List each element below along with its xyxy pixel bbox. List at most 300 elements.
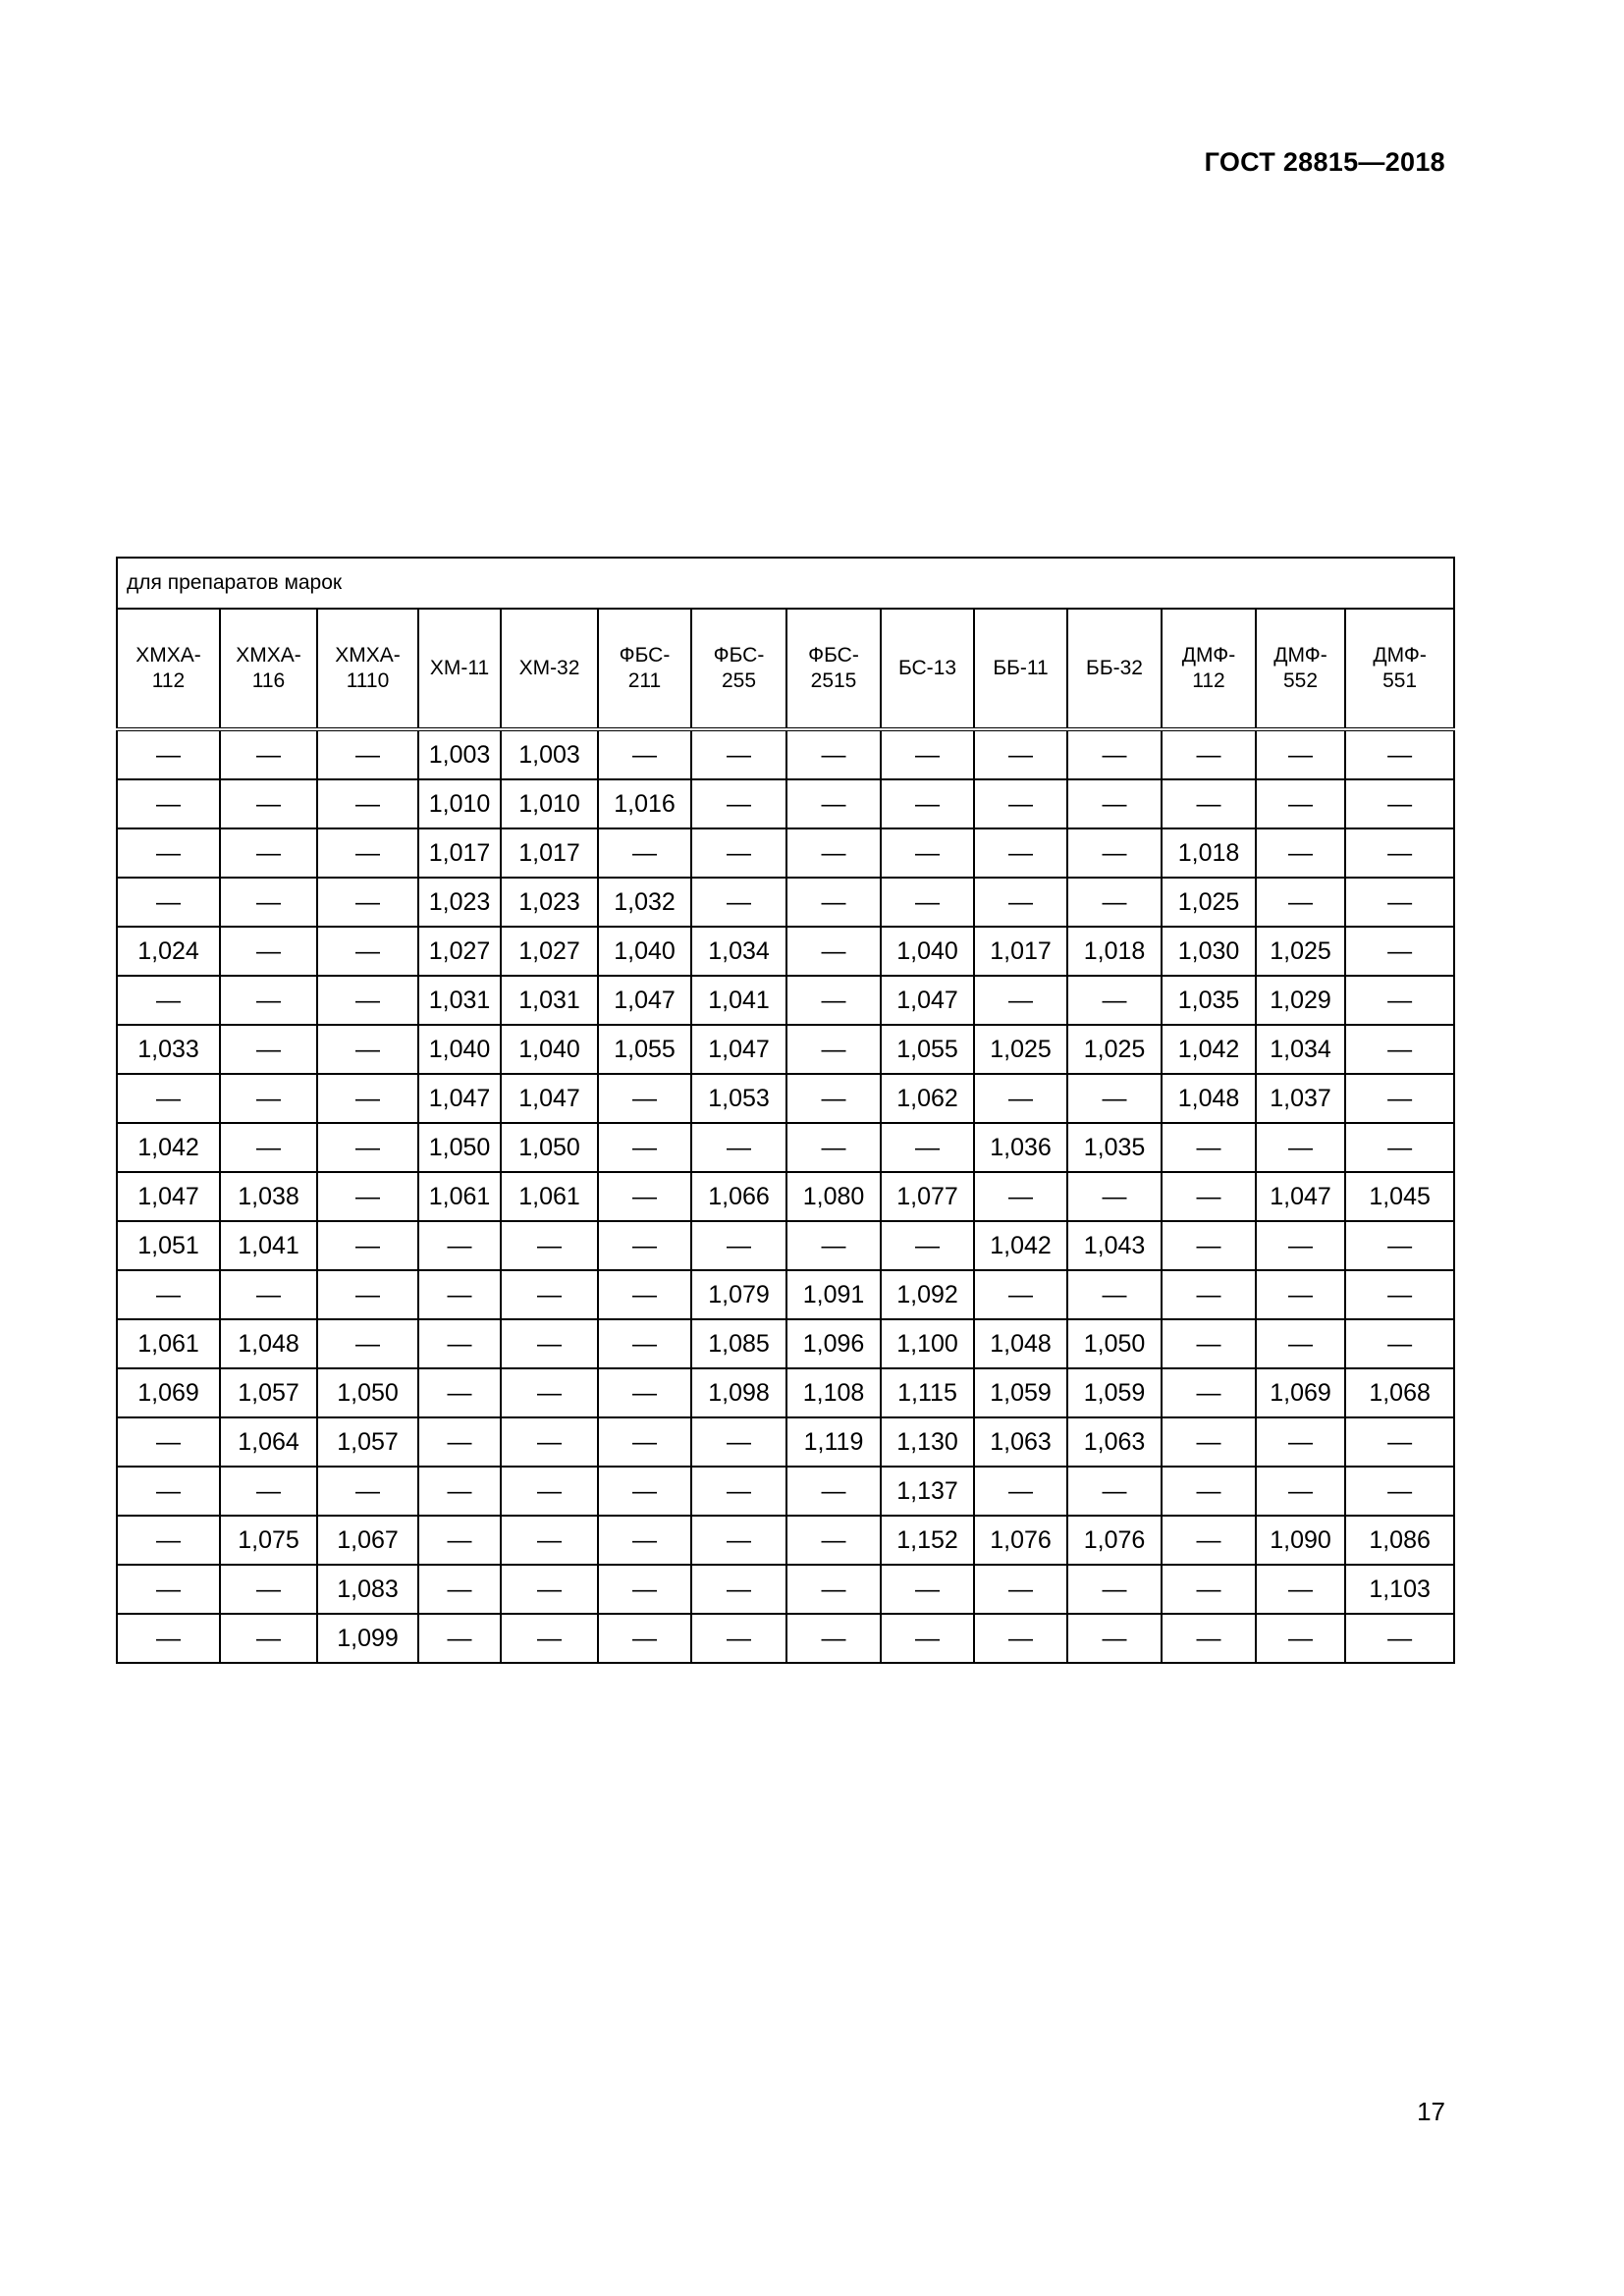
table-cell: 1,017 [974, 927, 1067, 976]
table-row [117, 1368, 1454, 1417]
table-cell: 1,108 [786, 1368, 881, 1417]
table-cell: — [598, 1221, 691, 1270]
table-cell: 1,047 [1256, 1172, 1345, 1221]
table-cell: — [691, 1467, 786, 1516]
column-header-line: ББ-32 [1086, 656, 1143, 679]
table-cell: — [1256, 729, 1345, 779]
table-row [117, 1270, 1454, 1319]
table-cell: — [1162, 1614, 1256, 1663]
table-cell: — [786, 828, 881, 878]
table-cell: 1,023 [418, 878, 501, 927]
table-cell: 1,017 [418, 828, 501, 878]
table-cell: — [317, 976, 418, 1025]
table-cell: — [1345, 1614, 1454, 1663]
column-header-line: 255 [721, 669, 757, 692]
table-cell: — [317, 1467, 418, 1516]
table-cell: 1,040 [598, 927, 691, 976]
table-cell: 1,067 [317, 1516, 418, 1565]
table-cell: — [786, 878, 881, 927]
table-cell: — [1256, 1417, 1345, 1467]
column-header-line: ХМХА- [236, 643, 301, 667]
table-row [117, 1172, 1454, 1221]
table-cell: — [691, 1123, 786, 1172]
table-cell: — [691, 878, 786, 927]
table-cell: — [598, 1074, 691, 1123]
table-row [117, 1467, 1454, 1516]
column-header-row [117, 609, 1454, 729]
table-cell: 1,010 [418, 779, 501, 828]
table-caption-row [117, 558, 1454, 609]
table-cell: — [598, 1614, 691, 1663]
table-cell: 1,050 [418, 1123, 501, 1172]
table-cell: 1,062 [881, 1074, 974, 1123]
table-cell: — [1067, 1467, 1162, 1516]
table-cell: — [1345, 1319, 1454, 1368]
table-cell: 1,047 [117, 1172, 220, 1221]
table-cell: — [501, 1319, 598, 1368]
table-cell: — [317, 1172, 418, 1221]
column-header [881, 609, 974, 729]
table-cell: 1,050 [501, 1123, 598, 1172]
column-header-line: ДМФ- [1273, 643, 1327, 667]
table-cell: — [1345, 927, 1454, 976]
table-cell: — [1067, 828, 1162, 878]
table-cell: 1,047 [418, 1074, 501, 1123]
table-cell: — [1162, 1270, 1256, 1319]
table-cell: — [117, 1614, 220, 1663]
table-cell: — [691, 1516, 786, 1565]
table-cell: — [1067, 878, 1162, 927]
table-cell: — [501, 1614, 598, 1663]
table-cell: — [1256, 1614, 1345, 1663]
table-row [117, 1417, 1454, 1467]
table-cell: — [974, 729, 1067, 779]
table-cell: 1,091 [786, 1270, 881, 1319]
table-cell: 1,017 [501, 828, 598, 878]
column-header-line: ХМ-11 [429, 656, 490, 679]
table-cell: — [1345, 828, 1454, 878]
table-cell: — [598, 1123, 691, 1172]
table-row [117, 1074, 1454, 1123]
table-cell: 1,037 [1256, 1074, 1345, 1123]
table-cell: — [881, 1221, 974, 1270]
table-cell: — [974, 1467, 1067, 1516]
table-cell: — [418, 1221, 501, 1270]
table-row [117, 1221, 1454, 1270]
table-cell: — [418, 1270, 501, 1319]
table-cell: 1,041 [691, 976, 786, 1025]
table-cell: 1,025 [1162, 878, 1256, 927]
table-cell: — [1256, 1467, 1345, 1516]
table-cell: — [691, 1417, 786, 1467]
table-cell: — [1345, 1123, 1454, 1172]
column-header [117, 609, 220, 729]
table-cell: — [1162, 1417, 1256, 1467]
table-row [117, 1565, 1454, 1614]
table-cell: — [881, 1614, 974, 1663]
table-cell: — [1067, 976, 1162, 1025]
table-cell: — [1256, 1123, 1345, 1172]
table-cell: — [786, 927, 881, 976]
table-cell: 1,061 [418, 1172, 501, 1221]
table-cell: 1,040 [501, 1025, 598, 1074]
table-cell: 1,047 [501, 1074, 598, 1123]
table-cell: — [786, 779, 881, 828]
table-cell: 1,099 [317, 1614, 418, 1663]
table-cell: — [974, 1074, 1067, 1123]
document-header: ГОСТ 28815—2018 [1204, 147, 1445, 177]
table-cell: — [1345, 1025, 1454, 1074]
table-cell: 1,076 [974, 1516, 1067, 1565]
table-cell: — [881, 878, 974, 927]
table-cell: — [220, 976, 317, 1025]
table-cell: — [317, 878, 418, 927]
table-cell: 1,030 [1162, 927, 1256, 976]
table-cell: 1,025 [1256, 927, 1345, 976]
table-cell: — [220, 1025, 317, 1074]
table-cell: 1,152 [881, 1516, 974, 1565]
table-cell: 1,018 [1162, 828, 1256, 878]
table-cell: 1,042 [1162, 1025, 1256, 1074]
table-cell: 1,055 [881, 1025, 974, 1074]
table-cell: — [598, 1516, 691, 1565]
table-cell: 1,003 [418, 729, 501, 779]
table-cell: — [418, 1467, 501, 1516]
table-cell: — [117, 729, 220, 779]
table-cell: — [598, 1565, 691, 1614]
table-cell: — [1067, 1172, 1162, 1221]
column-header-line: 1110 [346, 669, 390, 692]
table-cell: 1,085 [691, 1319, 786, 1368]
column-header [418, 609, 501, 729]
table-cell: — [117, 976, 220, 1025]
column-header-line: ФБС- [808, 643, 859, 667]
table-cell: 1,040 [881, 927, 974, 976]
column-header-line: 112 [151, 669, 186, 692]
table-cell: — [691, 729, 786, 779]
table-cell: — [786, 1516, 881, 1565]
table-cell: 1,066 [691, 1172, 786, 1221]
table-cell: 1,059 [974, 1368, 1067, 1417]
table-cell: — [418, 1565, 501, 1614]
table-cell: 1,098 [691, 1368, 786, 1417]
table-cell: — [598, 1172, 691, 1221]
table-cell: 1,130 [881, 1417, 974, 1467]
table-cell: — [786, 729, 881, 779]
table-cell: — [974, 828, 1067, 878]
table-cell: — [117, 828, 220, 878]
column-header-line: ФБС- [713, 643, 765, 667]
table-cell: 1,055 [598, 1025, 691, 1074]
table-caption: для препаратов марок [117, 558, 1454, 609]
column-header-line: 116 [251, 669, 286, 692]
table-cell: 1,048 [974, 1319, 1067, 1368]
density-table [116, 557, 1455, 1664]
table-cell: 1,041 [220, 1221, 317, 1270]
table-cell: — [220, 1270, 317, 1319]
table-cell: — [317, 729, 418, 779]
table-cell: 1,092 [881, 1270, 974, 1319]
table-cell: — [974, 1614, 1067, 1663]
table-cell: — [117, 1074, 220, 1123]
table-cell: — [1345, 1417, 1454, 1467]
table-cell: 1,025 [974, 1025, 1067, 1074]
table-cell: — [1345, 1467, 1454, 1516]
table-cell: 1,100 [881, 1319, 974, 1368]
table-cell: — [1345, 1074, 1454, 1123]
table-row [117, 927, 1454, 976]
table-cell: — [786, 1123, 881, 1172]
table-cell: 1,050 [1067, 1319, 1162, 1368]
column-header-line: 211 [627, 669, 662, 692]
table-cell: — [418, 1368, 501, 1417]
table-cell: — [1067, 1614, 1162, 1663]
table-cell: — [786, 976, 881, 1025]
table-cell: 1,034 [691, 927, 786, 976]
table-cell: — [1162, 1319, 1256, 1368]
table-cell: — [418, 1319, 501, 1368]
table-cell: 1,061 [117, 1319, 220, 1368]
table-cell: 1,038 [220, 1172, 317, 1221]
table-cell: — [691, 1565, 786, 1614]
table-row [117, 1123, 1454, 1172]
table-cell: — [501, 1467, 598, 1516]
table-cell: — [786, 1221, 881, 1270]
table-row [117, 1025, 1454, 1074]
column-header-line: 2515 [810, 669, 857, 692]
column-header [691, 609, 786, 729]
table-cell: — [1162, 1565, 1256, 1614]
table-cell: — [501, 1368, 598, 1417]
table-cell: — [974, 878, 1067, 927]
table-cell: — [1345, 729, 1454, 779]
table-cell: — [317, 1074, 418, 1123]
table-cell: 1,050 [317, 1368, 418, 1417]
table-row [117, 779, 1454, 828]
table-cell: 1,047 [881, 976, 974, 1025]
table-cell: 1,137 [881, 1467, 974, 1516]
table-cell: 1,115 [881, 1368, 974, 1417]
table-cell: — [501, 1516, 598, 1565]
table-row [117, 878, 1454, 927]
table-cell: — [317, 828, 418, 878]
table-cell: 1,031 [501, 976, 598, 1025]
table-cell: 1,057 [220, 1368, 317, 1417]
table-cell: 1,003 [501, 729, 598, 779]
table-cell: — [501, 1565, 598, 1614]
table-cell: 1,035 [1162, 976, 1256, 1025]
table-cell: — [220, 1467, 317, 1516]
table-cell: — [418, 1417, 501, 1467]
table-cell: — [418, 1516, 501, 1565]
column-header-line: БС-13 [897, 656, 957, 679]
table-cell: — [1256, 1565, 1345, 1614]
table-cell: — [117, 1417, 220, 1467]
table-cell: — [220, 1565, 317, 1614]
table-cell: — [501, 1221, 598, 1270]
table-cell: — [691, 1614, 786, 1663]
table-cell: — [1067, 729, 1162, 779]
column-header-line: ФБС- [619, 643, 671, 667]
table-row [117, 976, 1454, 1025]
table-cell: — [1345, 1270, 1454, 1319]
column-header [220, 609, 317, 729]
table-cell: 1,025 [1067, 1025, 1162, 1074]
table-cell: — [786, 1565, 881, 1614]
table-cell: — [881, 779, 974, 828]
table-cell: — [1162, 1516, 1256, 1565]
column-header [501, 609, 598, 729]
table-cell: — [501, 1270, 598, 1319]
table-cell: — [1256, 1270, 1345, 1319]
table-cell: 1,076 [1067, 1516, 1162, 1565]
column-header-line: ХМ-32 [518, 656, 580, 679]
table-cell: 1,063 [1067, 1417, 1162, 1467]
table-cell: — [317, 1270, 418, 1319]
table-cell: — [117, 779, 220, 828]
table-cell: 1,048 [220, 1319, 317, 1368]
table-row [117, 729, 1454, 779]
table-cell: — [1256, 878, 1345, 927]
table-cell: — [220, 1614, 317, 1663]
table-cell: 1,033 [117, 1025, 220, 1074]
table-cell: — [1345, 976, 1454, 1025]
table-cell: 1,034 [1256, 1025, 1345, 1074]
table-cell: 1,029 [1256, 976, 1345, 1025]
table-cell: 1,024 [117, 927, 220, 976]
table-cell: — [598, 729, 691, 779]
table-cell: 1,045 [1345, 1172, 1454, 1221]
table-cell: — [786, 1074, 881, 1123]
table-cell: — [786, 1467, 881, 1516]
table-cell: 1,036 [974, 1123, 1067, 1172]
table-cell: — [317, 1221, 418, 1270]
table-cell: 1,048 [1162, 1074, 1256, 1123]
table-cell: 1,032 [598, 878, 691, 927]
table-cell: — [317, 1025, 418, 1074]
table-cell: 1,083 [317, 1565, 418, 1614]
column-header [974, 609, 1067, 729]
table-cell: — [598, 1319, 691, 1368]
table-cell: — [598, 828, 691, 878]
table-cell: — [117, 1565, 220, 1614]
table-cell: — [220, 1074, 317, 1123]
table-cell: — [974, 779, 1067, 828]
table-cell: 1,053 [691, 1074, 786, 1123]
column-header-line: ДМФ- [1181, 643, 1236, 667]
table-cell: — [117, 1467, 220, 1516]
table-cell: 1,077 [881, 1172, 974, 1221]
table-cell: — [691, 1221, 786, 1270]
table-cell: — [786, 1025, 881, 1074]
table-cell: — [220, 878, 317, 927]
table-cell: 1,096 [786, 1319, 881, 1368]
column-header-line: 112 [1192, 669, 1225, 692]
table-cell: — [117, 878, 220, 927]
table-cell: 1,042 [117, 1123, 220, 1172]
table-cell: 1,090 [1256, 1516, 1345, 1565]
table-cell: 1,047 [598, 976, 691, 1025]
table-cell: — [691, 779, 786, 828]
table-cell: — [1162, 779, 1256, 828]
table-cell: 1,047 [691, 1025, 786, 1074]
table-row [117, 1614, 1454, 1663]
column-header [1256, 609, 1345, 729]
table-cell: — [501, 1417, 598, 1467]
table-cell: 1,023 [501, 878, 598, 927]
table-cell: — [881, 1123, 974, 1172]
table-cell: — [1256, 1221, 1345, 1270]
table-cell: — [1345, 779, 1454, 828]
table-cell: 1,027 [501, 927, 598, 976]
table-cell: — [786, 1614, 881, 1663]
table-cell: 1,069 [1256, 1368, 1345, 1417]
table-cell: — [881, 1565, 974, 1614]
column-header-line: ХМХА- [135, 643, 201, 667]
table-cell: 1,069 [117, 1368, 220, 1417]
table-cell: — [117, 1516, 220, 1565]
table-cell: 1,075 [220, 1516, 317, 1565]
table-cell: 1,063 [974, 1417, 1067, 1467]
table-cell: — [220, 1123, 317, 1172]
table-cell: — [1256, 779, 1345, 828]
table-cell: — [974, 1172, 1067, 1221]
table-cell: — [1256, 828, 1345, 878]
table-cell: — [1162, 729, 1256, 779]
page-number: 17 [1417, 2097, 1445, 2126]
table-cell: 1,027 [418, 927, 501, 976]
table-cell: — [974, 976, 1067, 1025]
table-cell: — [117, 1270, 220, 1319]
table-cell: — [598, 1270, 691, 1319]
table-cell: 1,010 [501, 779, 598, 828]
column-header [317, 609, 418, 729]
table-cell: — [1345, 878, 1454, 927]
table-cell: — [1162, 1172, 1256, 1221]
column-header [1162, 609, 1256, 729]
table-cell: 1,040 [418, 1025, 501, 1074]
table-cell: — [1067, 1270, 1162, 1319]
column-header-line: ДМФ- [1373, 643, 1427, 667]
table-cell: 1,103 [1345, 1565, 1454, 1614]
table-cell: — [1162, 1467, 1256, 1516]
table-cell: — [1067, 1074, 1162, 1123]
table-body [117, 729, 1454, 1663]
column-header [1345, 609, 1454, 729]
table-cell: — [418, 1614, 501, 1663]
table-cell: — [598, 1368, 691, 1417]
table-cell: — [1162, 1368, 1256, 1417]
table-cell: — [317, 1123, 418, 1172]
table-cell: 1,061 [501, 1172, 598, 1221]
table-cell: — [881, 828, 974, 878]
table-cell: 1,079 [691, 1270, 786, 1319]
table-cell: — [1067, 779, 1162, 828]
table-cell: 1,064 [220, 1417, 317, 1467]
column-header-line: 552 [1282, 669, 1319, 692]
table-cell: 1,035 [1067, 1123, 1162, 1172]
table-row [117, 1516, 1454, 1565]
table-cell: — [881, 729, 974, 779]
column-header-line: 551 [1382, 669, 1418, 692]
table-cell: 1,043 [1067, 1221, 1162, 1270]
table-cell: — [691, 828, 786, 878]
table-cell: — [974, 1270, 1067, 1319]
table-cell: 1,086 [1345, 1516, 1454, 1565]
column-header-line: ББ-11 [993, 656, 1049, 679]
table-cell: — [220, 828, 317, 878]
table-cell: — [974, 1565, 1067, 1614]
